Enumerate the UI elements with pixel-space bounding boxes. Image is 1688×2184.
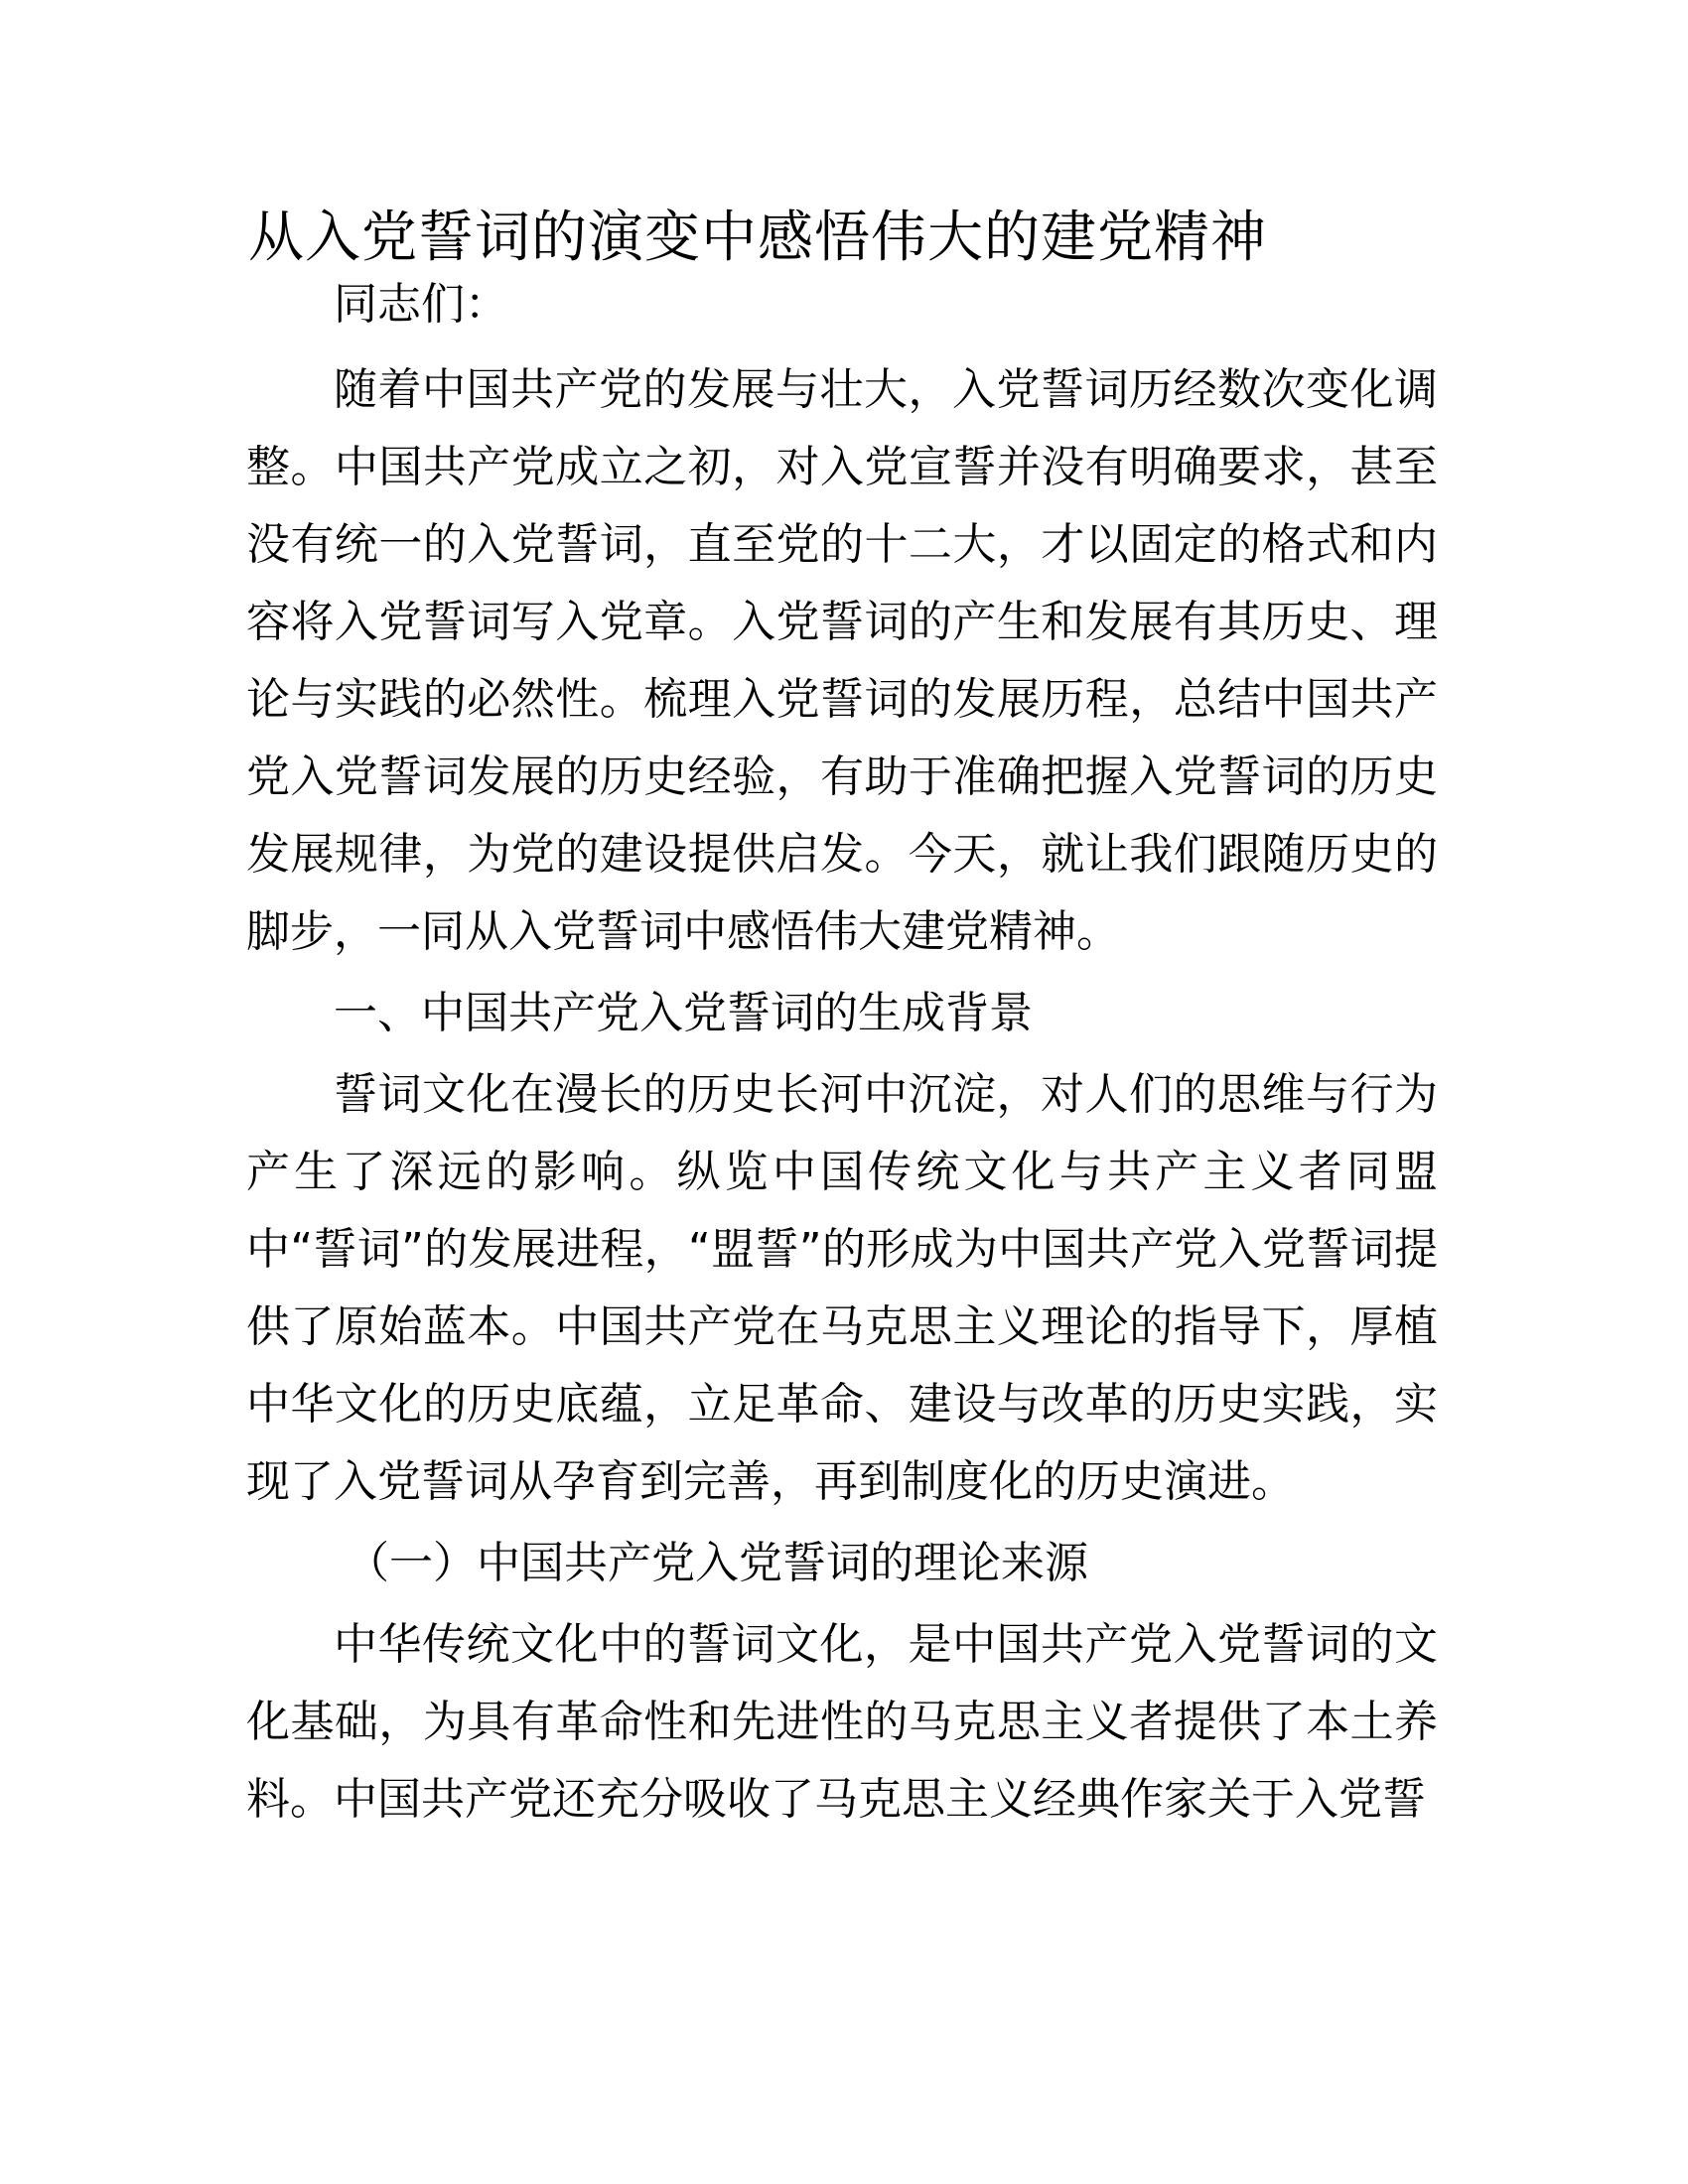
subsection-heading: （一）中国共产党入党誓词的理论来源 (346, 1538, 1088, 1588)
intro-paragraph: 随着中国共产党的发展与壮大，入党誓词历经数次变化调整。中国共产党成立之初，对入党宣誓并没有明确要求，甚至没有统一的入党誓词，直至党的十二大，才以固定的格式和内容将入党誓词写入党章。入党誓词的产生和发展有其历史、理论与实践的必然性。梳理入党誓词的发展历程，总结中国共产党入党誓词发展的历史经验，有助于准确把握入党誓词的历史发展规律，为党的建设提供启发。今天，就让我们跟随历史的脚步，一同从入党誓词中感悟伟大建党精神。 (246, 364, 1438, 957)
document-title: 从入党誓词的演变中感悟伟大的建党精神 (248, 205, 1267, 270)
section-paragraph: 誓词文化在漫长的历史长河中沉淀，对人们的思维与行为产生了深远的影响。纵览中国传统文化与共产主义者同盟中“誓词”的发展进程，“盟誓”的形成为中国共产党入党誓词提供了原始蓝本。中国共产党在马克思主义理论的指导下，厚植中华文化的历史底蕴，立足革命、建设与改革的历史实践，实现了入党誓词从孕育到完善，再到制度化的历史演进。 (246, 1069, 1438, 1507)
subsection-paragraph: 中华传统文化中的誓词文化，是中国共产党入党誓词的文化基础，为具有革命性和先进性的马克思主义者提供了本土养料。中国共产党还充分吸收了马克思主义经典作家关于入党誓 (246, 1619, 1438, 1825)
document-body (246, 266, 1438, 1839)
section-heading: 一、中国共产党入党誓词的生成背景 (334, 988, 1033, 1038)
salutation: 同志们： (334, 279, 508, 330)
